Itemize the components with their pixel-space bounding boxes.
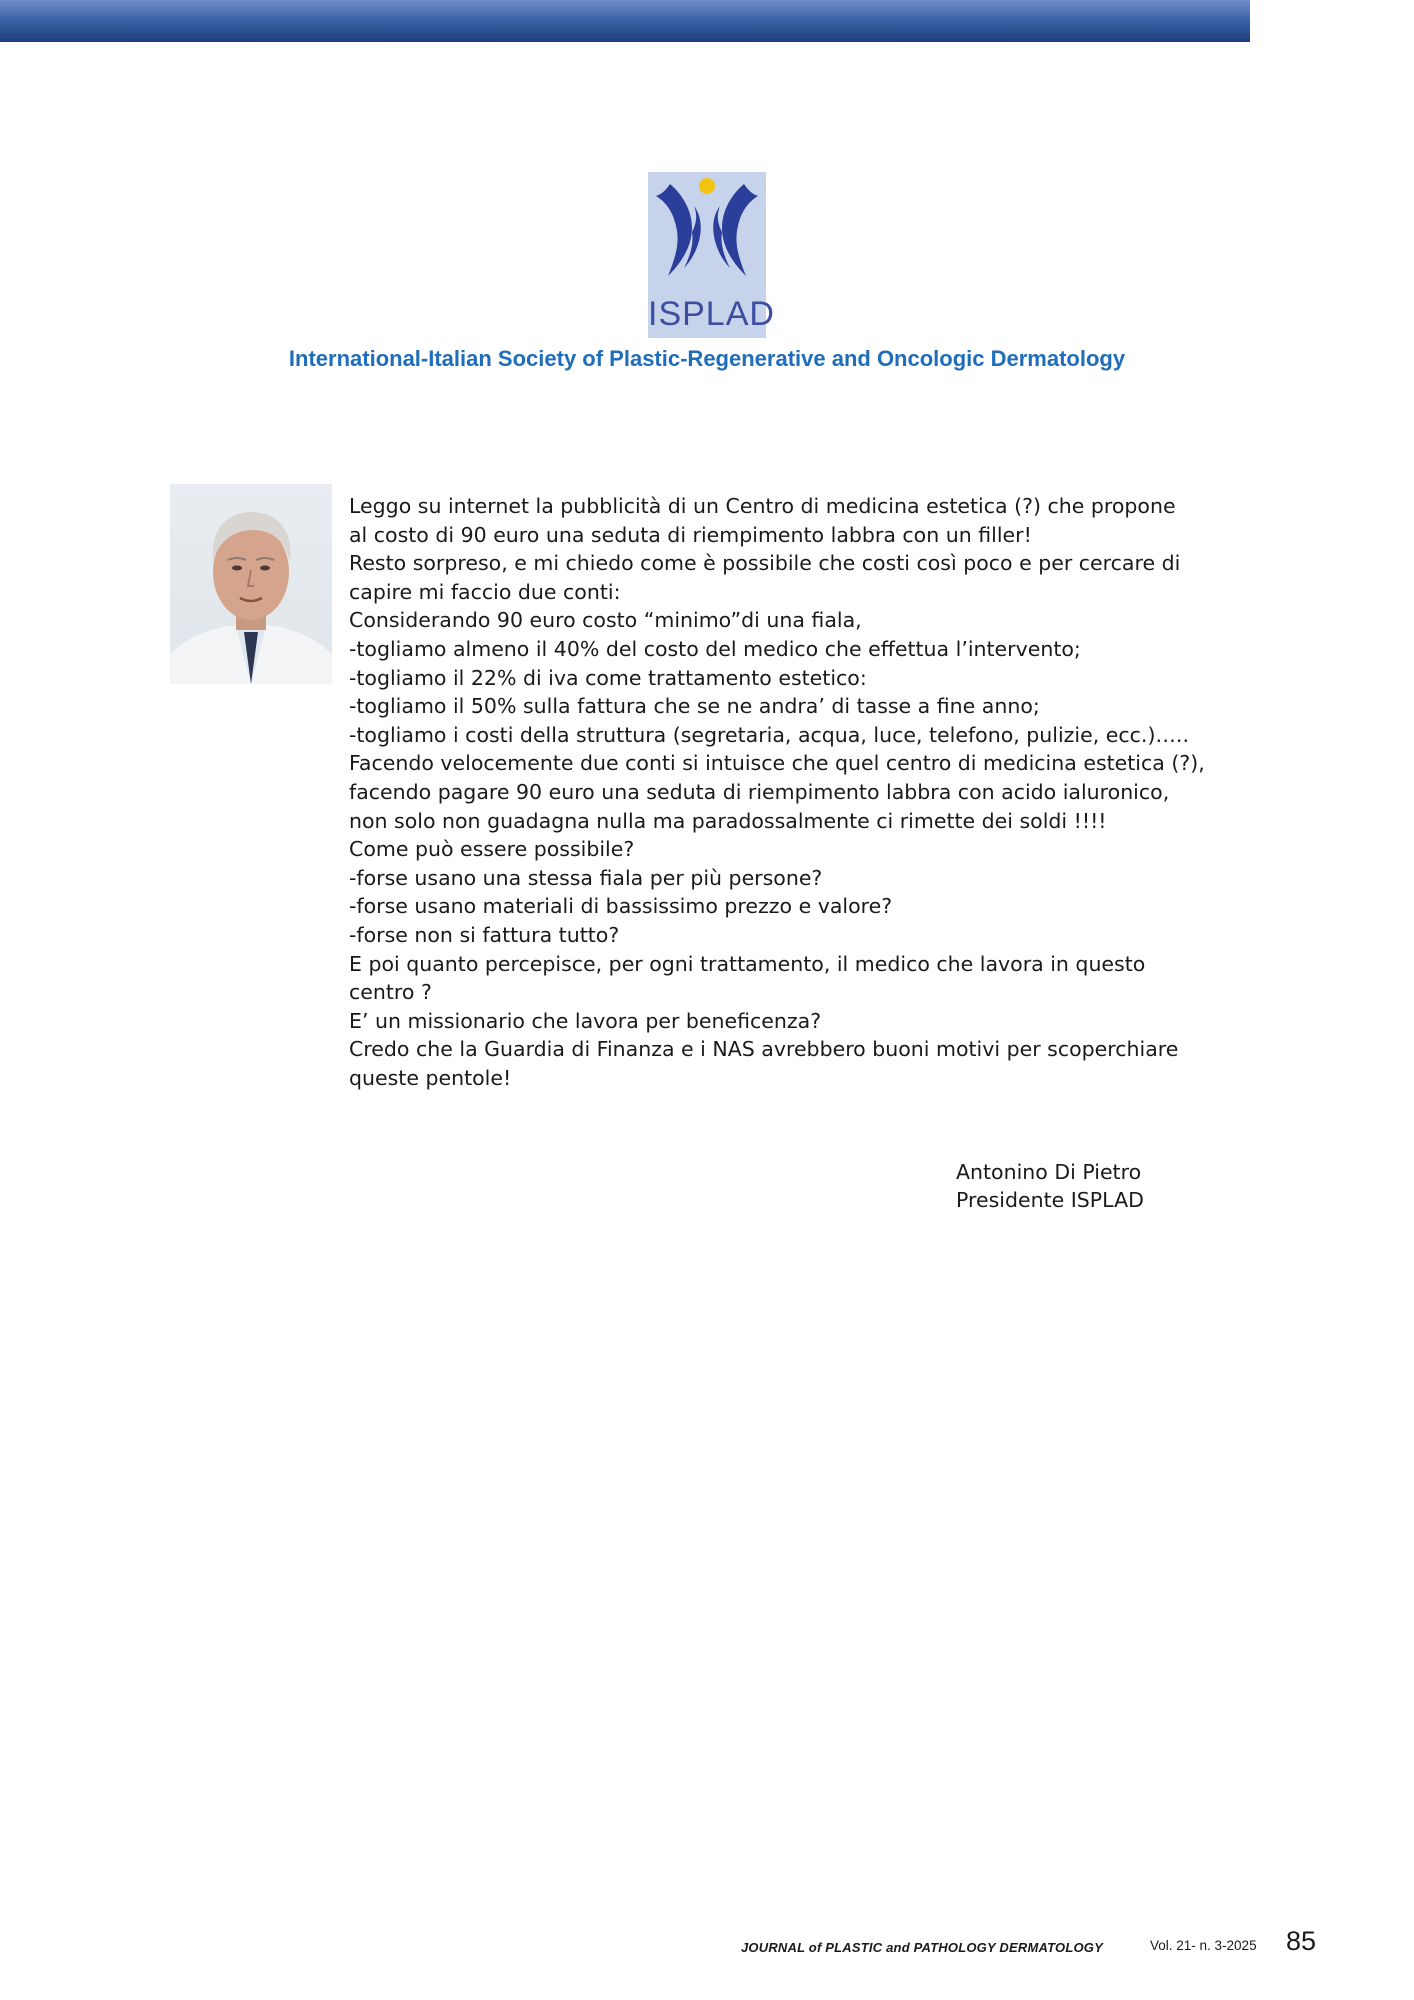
footer-journal-title: JOURNAL of PLASTIC and PATHOLOGY DERMATOLOGY xyxy=(741,1940,1103,1955)
hands-sun-icon xyxy=(648,172,766,292)
letter-line: facendo pagare 90 euro una seduta di riempimento labbra con acido ialuronico, xyxy=(349,779,1170,804)
letter-line: -forse non si fattura tutto? xyxy=(349,922,620,947)
letter-line: -togliamo i costi della struttura (segretaria, acqua, luce, telefono, pulizie, ecc.)….. xyxy=(349,722,1189,747)
letter-body xyxy=(349,492,1249,1092)
letter-line: -togliamo il 22% di iva come trattamento estetico: xyxy=(349,665,867,690)
society-title: International-Italian Society of Plastic-Regenerative and Oncologic Dermatology xyxy=(288,346,1126,371)
letter-line: non solo non guadagna nulla ma paradossalmente ci rimette dei soldi !!!! xyxy=(349,808,1107,833)
letter-line: -forse usano materiali di bassissimo prezzo e valore? xyxy=(349,894,893,919)
logo-text: ISPLAD xyxy=(648,295,775,333)
letter-line: queste pentole! xyxy=(349,1065,512,1090)
letter-line: Resto sorpreso, e mi chiedo come è possibile che costi così poco e per cercare di xyxy=(349,551,1181,576)
letter-line: Facendo velocemente due conti si intuisce che quel centro di medicina estetica (?), xyxy=(349,751,1205,776)
header-bar xyxy=(0,0,1250,42)
letter-line: Leggo su internet la pubblicità di un Centro di medicina estetica (?) che propone xyxy=(349,494,1176,518)
letter-line: -togliamo il 50% sulla fattura che se ne andra’ di tasse a fine anno; xyxy=(349,694,1040,719)
signature-block xyxy=(956,1158,1144,1214)
signature-role: Presidente ISPLAD xyxy=(956,1188,1144,1212)
letter-line: Considerando 90 euro costo “minimo”di una fiala, xyxy=(349,608,862,633)
letter-line: -togliamo almeno il 40% del costo del medico che effettua l’intervento; xyxy=(349,636,1081,661)
author-photo xyxy=(170,484,332,684)
letter-line: capire mi faccio due conti: xyxy=(349,579,621,604)
letter-line: Come può essere possibile? xyxy=(349,837,635,862)
letter-line: centro ? xyxy=(349,980,432,1005)
letter-line: Credo che la Guardia di Finanza e i NAS avrebbero buoni motivi per scoperchiare xyxy=(349,1037,1179,1062)
page-number: 85 xyxy=(1286,1926,1317,1956)
letter-line: al costo di 90 euro una seduta di riempimento labbra con un filler! xyxy=(349,522,1032,547)
footer-volume: Vol. 21- n. 3-2025 xyxy=(1150,1938,1257,1953)
letter-line: E poi quanto percepisce, per ogni trattamento, il medico che lavora in questo xyxy=(349,951,1146,976)
letter-line: E’ un missionario che lavora per beneficenza? xyxy=(349,1008,822,1033)
isplad-logo xyxy=(648,172,775,338)
letter-line: -forse usano una stessa fiala per più persone? xyxy=(349,865,823,890)
signature-name: Antonino Di Pietro xyxy=(956,1160,1142,1184)
